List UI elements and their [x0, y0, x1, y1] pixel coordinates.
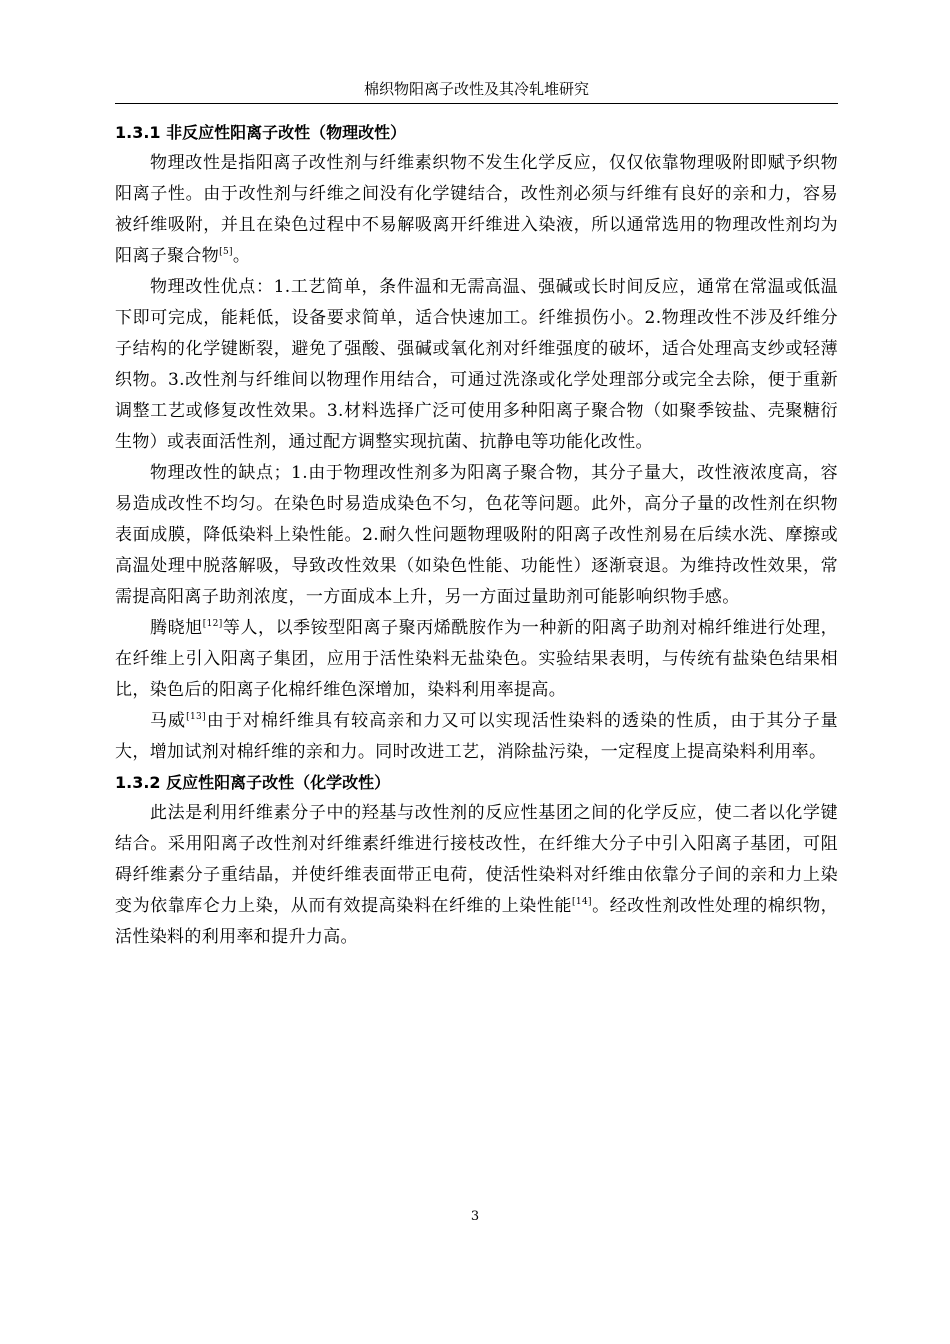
citation-ref-12: [12]: [202, 619, 223, 629]
paragraph-physical-modification-disadvantages: 物理改性的缺点；1.由于物理改性剂多为阳离子聚合物，其分子量大，改性液浓度高，容易造成改性不均匀。在染色时易造成染色不匀，色花等问题。此外，高分子量的改性剂在织物表面成膜，降低染料上染性能。2.耐久性问题物理吸附的阳离子改性剂易在后续水洗、摩擦或高温处理中脱落解吸，导致改性效果（如染色性能、功能性）逐渐衰退。为维持改性效果，常需提高阳离子助剂浓度，一方面成本上升，另一方面过量助剂可能影响织物手感。: [115, 463, 838, 607]
header-divider: [115, 103, 838, 104]
paragraph-text-end: 。: [232, 246, 251, 266]
citation-ref-13: [13]: [186, 712, 206, 722]
page-number: 3: [470, 1209, 480, 1224]
paragraph-text: 由于对棉纤维具有较高亲和力又可以实现活性染料的透染的性质，由于其分子量大，增加试剂对棉纤维的亲和力。同时改进工艺，消除盐污染，一定程度上提高染料利用率。: [115, 711, 839, 762]
paragraph-text: 此法是利用纤维素分子中的羟基与改性剂的反应性基团之间的化学反应，使二者以化学键结合。采用阳离子改性剂对纤维素纤维进行接枝改性，在纤维大分子中引入阳离子基团，可阻碍纤维素分子重结晶，并使纤维表面带正电荷，使活性染料对纤维由依靠分子间的亲和力上染变为依靠库仑力上染，从而有效提高染料在纤维的上染性能: [115, 803, 838, 916]
paragraph-text-end: 。经改性剂改性处理的棉织物，活性染料的利用率和提升力高。: [115, 896, 838, 947]
author-name: 马威: [150, 711, 187, 731]
section-heading-1-3-2: 1.3.2 反应性阳离子改性（化学改性）: [115, 773, 391, 792]
running-header: 棉织物阳离子改性及其冷轧堆研究: [363, 80, 589, 98]
section-heading-1-3-1: 1.3.1 非反应性阳离子改性（物理改性）: [115, 123, 407, 142]
citation-ref-5: [5]: [219, 247, 233, 257]
paragraph-physical-modification-advantages: 物理改性优点：1.工艺简单，条件温和无需高温、强碱或长时间反应，通常在常温或低温下即可完成，能耗低，设备要求简单，适合快速加工。纤维损伤小。2.物理改性不涉及纤维分子结构的化学键断裂，避免了强酸、强碱或氧化剂对纤维强度的破坏，适合处理高支纱或轻薄织物。3.改性剂与纤维间以物理作用结合，可通过洗涤或化学处理部分或完全去除，便于重新调整工艺或修复改性效果。3.材料选择广泛可使用多种阳离子聚合物（如聚季铵盐、壳聚糖衍生物）或表面活性剂，通过配方调整实现抗菌、抗静电等功能化改性。: [115, 277, 838, 452]
paragraph-ma-study: [115, 706, 838, 768]
paragraph-teng-study: [115, 613, 838, 706]
page-body: [115, 118, 838, 953]
paragraph-physical-modification-definition: [115, 148, 838, 272]
paragraph-chemical-modification: [115, 798, 838, 953]
paragraph-text: 等人，以季铵型阳离子聚丙烯酰胺作为一种新的阳离子助剂对棉纤维进行处理，在纤维上引入阳离子集团，应用于活性染料无盐染色。实验结果表明，与传统有盐染色结果相比，染色后的阳离子化棉纤维色深增加，染料利用率提高。: [115, 618, 838, 700]
paragraph-text: 物理改性是指阳离子改性剂与纤维素织物不发生化学反应，仅仅依靠物理吸附即赋予织物阳离子性。由于改性剂与纤维之间没有化学键结合，改性剂必须与纤维有良好的亲和力，容易被纤维吸附，并且在染色过程中不易解吸离开纤维进入染液，所以通常选用的物理改性剂均为阳离子聚合物: [115, 153, 838, 266]
author-name: 腾晓旭: [150, 618, 203, 638]
citation-ref-14: [14]: [572, 897, 592, 907]
